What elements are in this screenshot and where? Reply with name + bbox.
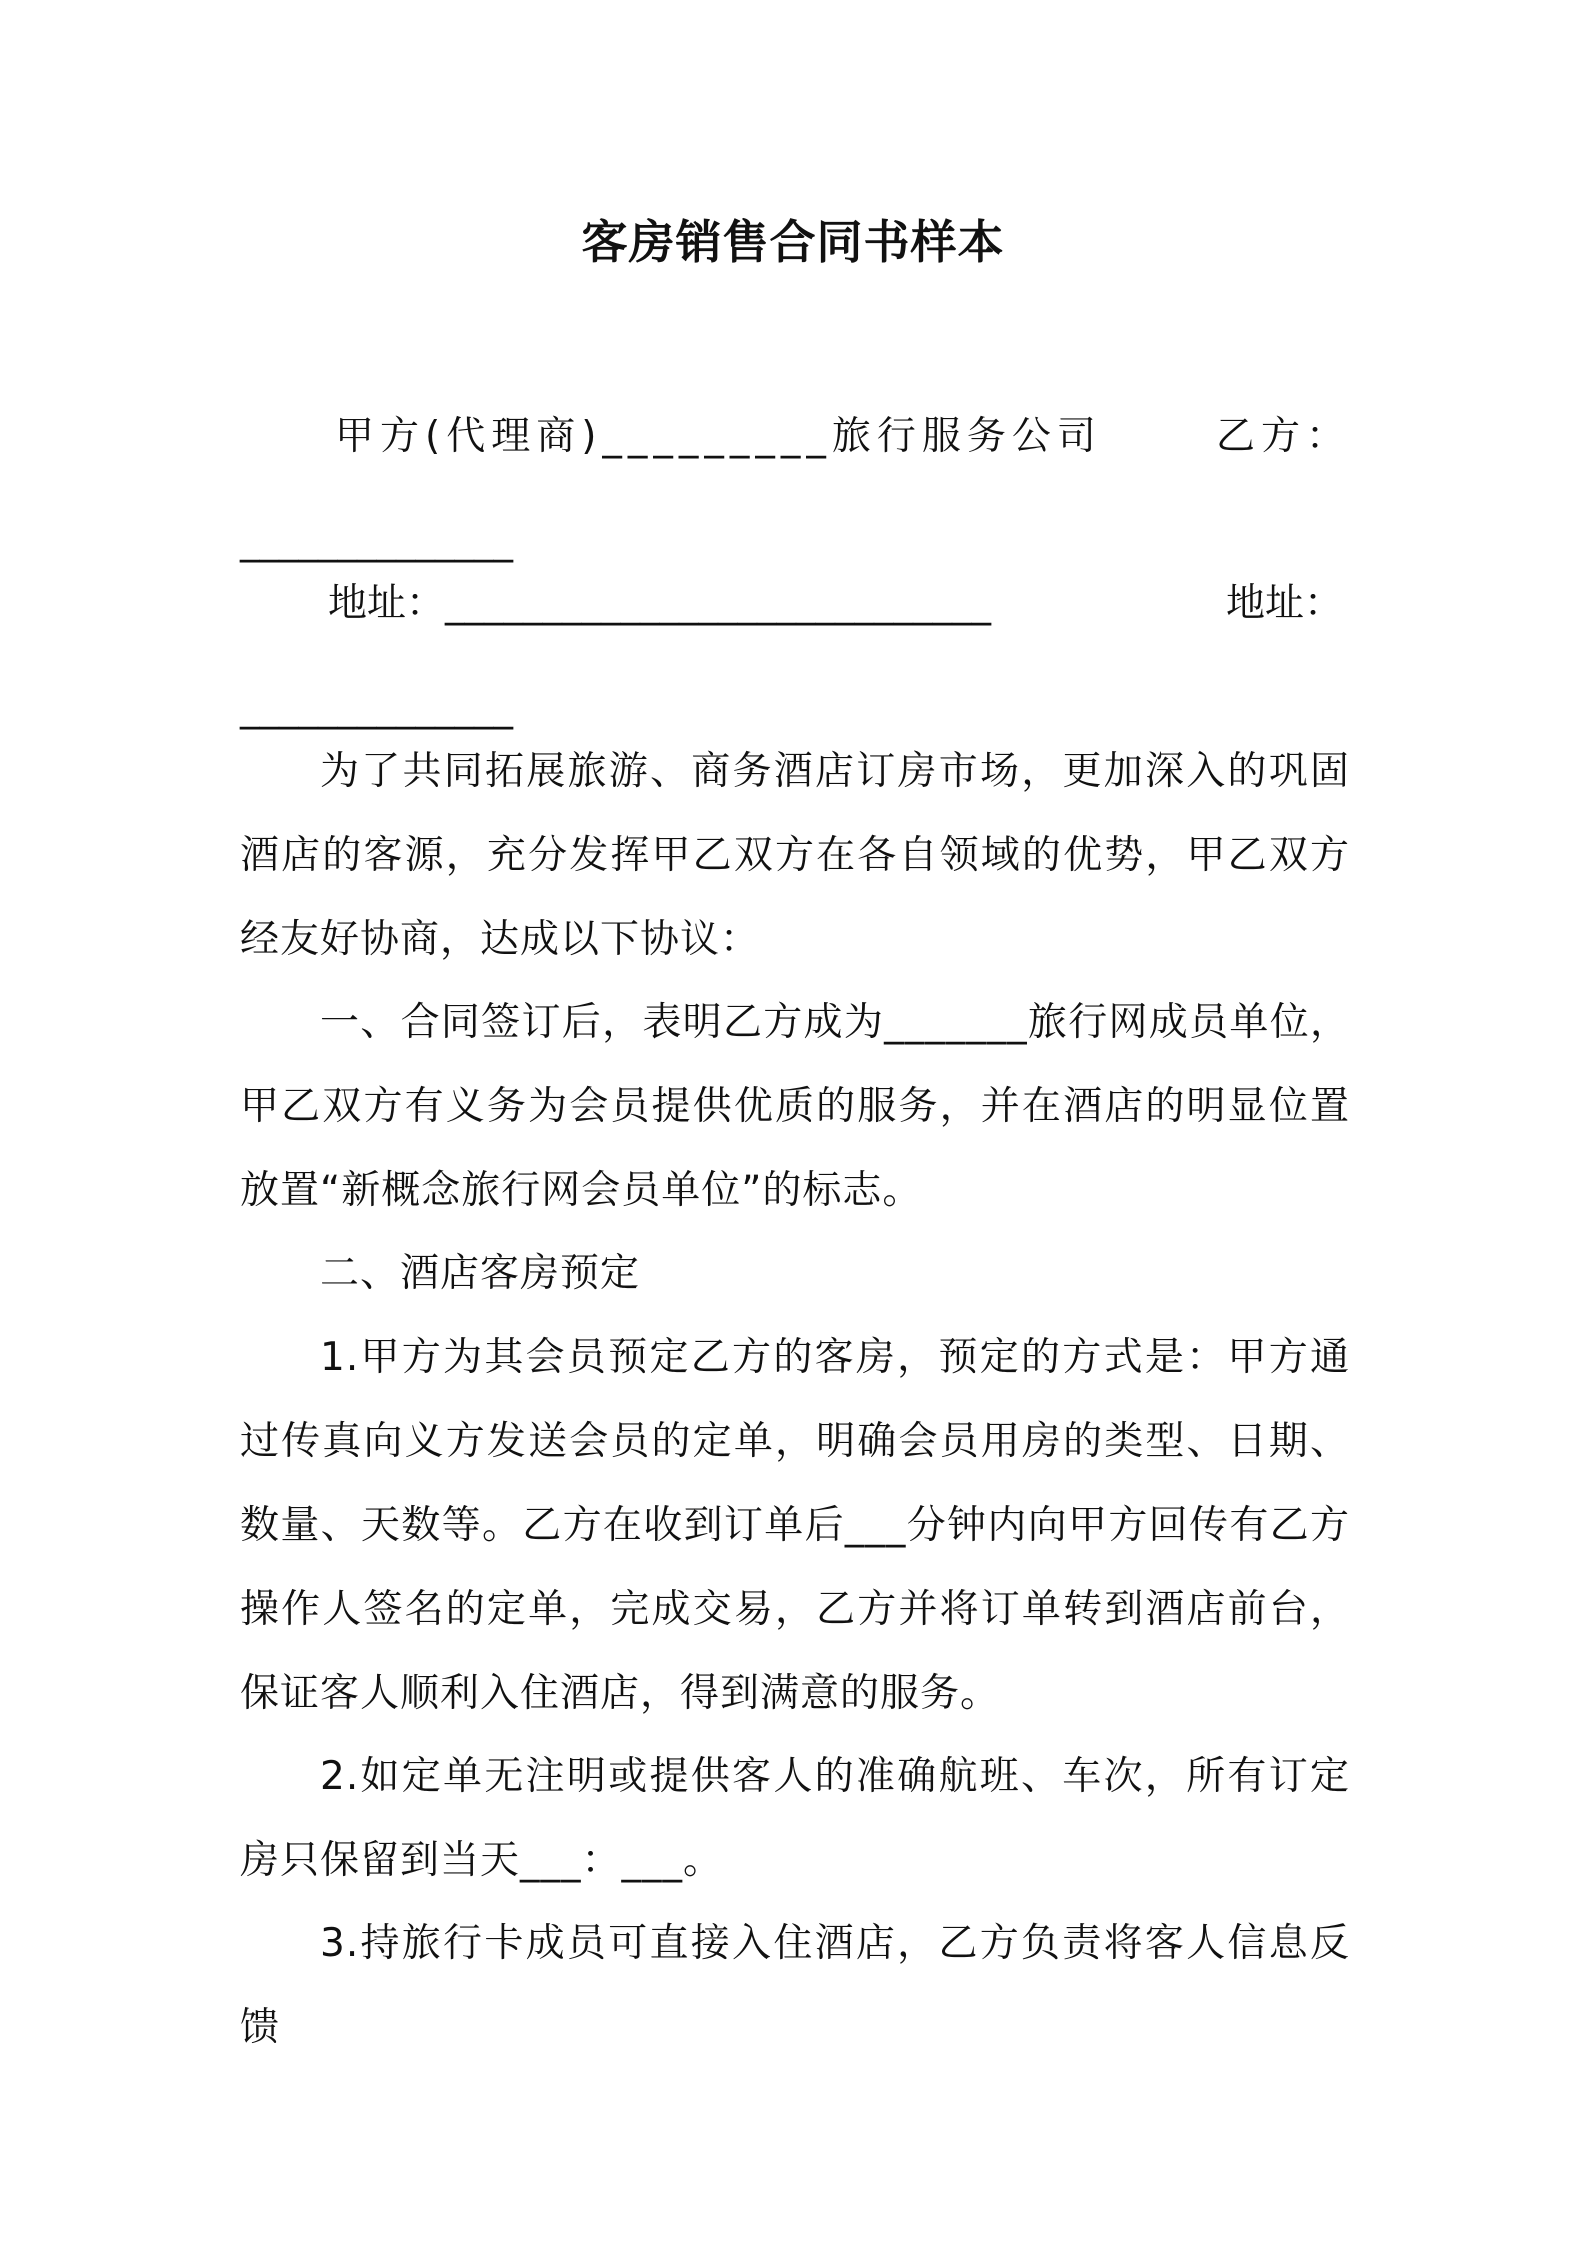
paragraph-clause-1: 一、合同签订后，表明乙方成为_______旅行网成员单位，甲乙双方有义务为会员提供优质的服务，并在酒店的明显位置放置“新概念旅行网会员单位”的标志。	[240, 1000, 1350, 1213]
party-a-line: 甲方(代理商)_________旅行服务公司	[335, 414, 1102, 459]
address-b-blank: ______________	[240, 685, 513, 730]
paragraph-clause-2-1: 1.甲方为其会员预定乙方的客房，预定的方式是：甲方通过传真向义方发送会员的定单，明确会员用房的类型、日期、数量、天数等。乙方在收到订单后___分钟内向甲方回传有乙方操作人签名的定单，完成交易，乙方并将订单转到酒店前台，保证客人顺利入住酒店，得到满意的服务。	[240, 1335, 1350, 1716]
paragraph-intro: 为了共同拓展旅游、商务酒店订房市场，更加深入的巩固酒店的客源，充分发挥甲乙双方在各自领域的优势，甲乙双方经友好协商，达成以下协议：	[240, 749, 1350, 962]
party-b-blank: ______________	[240, 518, 513, 563]
address-a-line: 地址：____________________________	[328, 581, 992, 626]
paragraph-clause-2-2: 2.如定单无注明或提供客人的准确航班、车次，所有订定房只保留到当天___：___。	[240, 1754, 1350, 1883]
paragraph-section-2-heading: 二、酒店客房预定	[320, 1251, 641, 1296]
address-b-label: 地址：	[1226, 581, 1344, 626]
paragraph-clause-2-3: 3.持旅行卡成员可直接入住酒店，乙方负责将客人信息反馈	[240, 1921, 1350, 2050]
document-title: 客房销售合同书样本	[581, 215, 1005, 269]
party-b-label: 乙方：	[1216, 414, 1352, 459]
